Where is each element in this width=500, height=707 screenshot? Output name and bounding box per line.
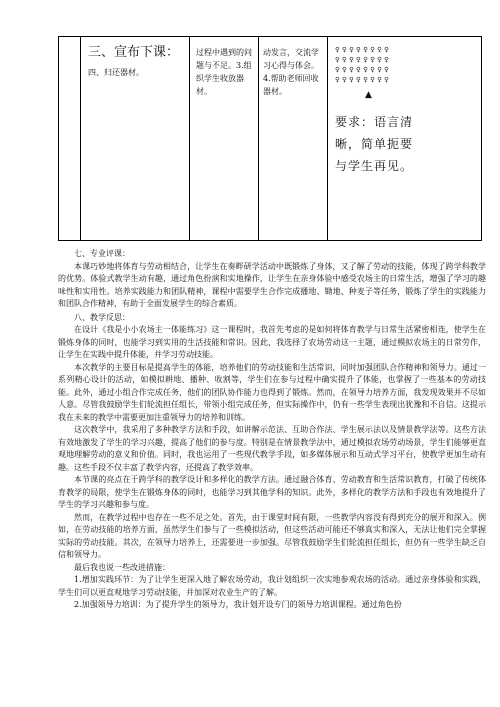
formation-row: ♀♀♀♀♀♀♀♀ (335, 75, 392, 84)
return-equipment-item: 四、归还器材。 (88, 68, 144, 77)
lesson-plan-table (58, 36, 482, 241)
section-heading: 七、专业评课： (74, 249, 130, 258)
teacher-position-icon: ▲ (365, 90, 372, 100)
paragraph: 在设计《我是小小农场主一体能练习》这一课程时，我首先考虑的是如何将体育教学与日常生活紧密相连，使学生在锻炼身体的同时，也能学习到实用的生活技能和常识。因此，我选择了农场劳动这一主题，通过模拟农场主的日常劳作，让学生在实践中提升体能，并学习劳动技能。 (58, 325, 486, 359)
paragraph: 1.增加实践环节：为了让学生更深入地了解农场劳动，我计划组织一次实地参观农场的活动。通过亲身体验和实践，学生们可以更直观地学习劳动技能，并加深对农业生产的了解。 (58, 575, 486, 597)
paragraph: 然而，在教学过程中也存在一些不足之处。首先，由于课堂时间有限，一些教学内容没有得到充分的展开和深入。例如，在劳动技能的培养方面，虽然学生们参与了一些模拟活动，但这些活动可能还不够真实和深入，无法让他们完全掌握实际的劳动技能。其次，在领导力培养上，还需要进一步加强。尽管我鼓励学生们轮流担任组长，但仍有一些学生缺乏自信和领导力。 (58, 512, 486, 559)
document-body (58, 247, 486, 612)
paragraph: 这次教学中，我采用了多种教学方法和手段，如讲解示范法、互助合作法、学生展示法以及情景教学法等。这些方法有效地激发了学生的学习兴趣，提高了他们的参与度。特别是在情景教学法中，通过模拟农场劳动场景，学生们能够更直观地理解劳动的意义和价值。同时，我也运用了一些现代教学手段，如多媒体展示和互动式学习平台，使教学更加生动有趣。这些手段不仅丰富了教学内容，还提高了教学效率。 (58, 425, 486, 472)
paragraph: 本次教学的主要目标是提高学生的体能，培养他们的劳动技能和生活常识，同时加强团队合作精神和领导力。通过一系列精心设计的活动，如模拟耕地、播种、收割等，学生们在参与过程中确实提升了体能，也掌握了一些基本的劳动技能。此外，通过小组合作完成任务，他们的团队协作能力也得到了锻炼。然而，在领导力培养方面，我发现效果并不尽如人意。尽管我鼓励学生们轮流担任组长，带领小组完成任务，但实际操作中，仍有一些学生表现出犹豫和不自信。这提示我在未来的教学中需要更加注重领导力的培养和训练。 (58, 362, 486, 422)
section-heading: 八、教学反思： (74, 312, 130, 322)
organization-cell (335, 45, 479, 177)
student-activity-cell: 动发言，交流学习心得与体会。4.帮助老师回收器材。 (263, 48, 319, 96)
teacher-activity-cell: 过程中遇到的问题与不足。3.组织学生收放器材。 (196, 48, 252, 96)
table-column-divider (258, 37, 259, 240)
paragraph: 最后我也说一些改进措施： (74, 562, 170, 572)
paragraph: 本节课的亮点在于跨学科的教学设计和多样化的教学方法。通过融合体育、劳动教育和生活常识教育，打破了传统体育教学的局限，使学生在锻炼身体的同时，也能学习到其他学科的知识。此外，多样化的教学方法和手段也有效地提升了学生的学习兴趣和参与度。 (58, 475, 486, 509)
formation-row: ♀♀♀♀♀♀♀♀ (335, 65, 392, 74)
table-column-divider (80, 37, 81, 240)
table-column-divider (189, 37, 190, 240)
dismiss-class-heading: 三、宣布下课： (88, 45, 180, 60)
paragraph: 2.加强领导力培训：为了提升学生的领导力，我计划开设专门的领导力培训课程。通过角色扮 (74, 600, 402, 609)
formation-row: ♀♀♀♀♀♀♀♀ (335, 55, 392, 64)
procedure-cell (88, 45, 183, 78)
student-formation (335, 45, 479, 85)
requirement-text: 要求：语言清晰，简单扼要与学生再见。 (335, 115, 414, 173)
paragraph: 本课巧妙地将体育与劳动相结合，让学生在奏畔研学活动中既锻炼了身体，又了解了劳动的技能，体现了跨学科教学的优势。体验式教学生动有趣，通过角色扮演和实地操作，让学生在亲身体验中感受农场主的日常生活，增强了学习的趣味性和实用性。培养实践能力和团队精神，课程中需要学生合作完成播地、锄地、种麦子等任务，锻炼了学生的实践能力和团队合作精神，有助于全面发展学生的综合素质。 (58, 261, 486, 308)
formation-row: ♀♀♀♀♀♀♀♀ (335, 45, 392, 54)
table-column-divider (327, 37, 328, 240)
